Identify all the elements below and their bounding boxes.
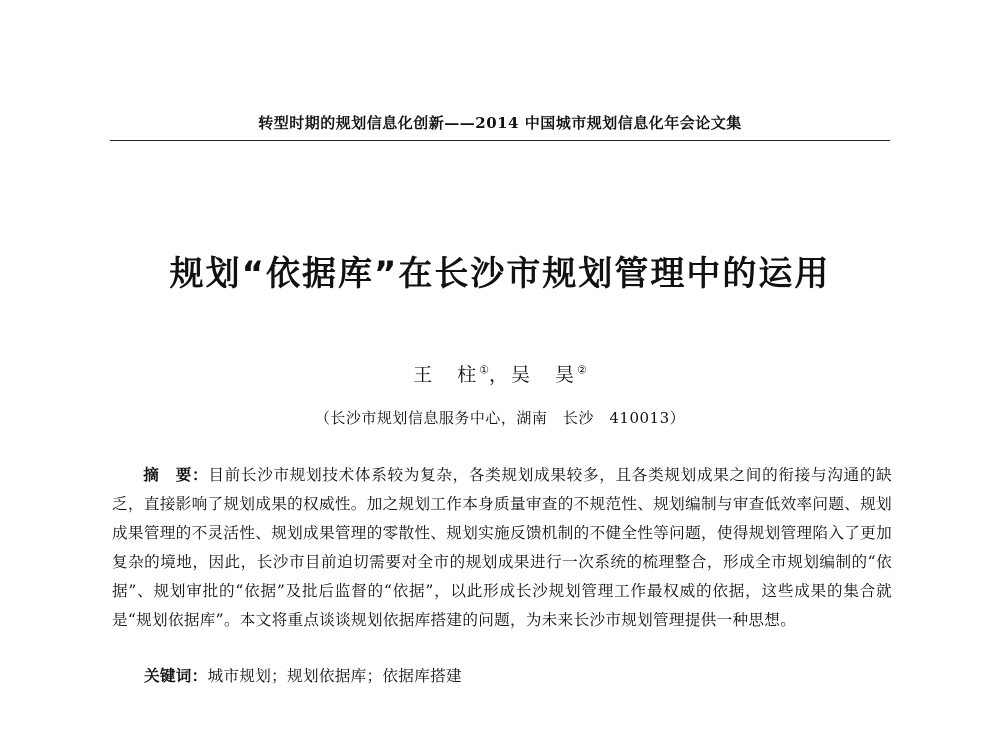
abstract-text: 目前长沙市规划技术体系较为复杂，各类规划成果较多，且各类规划成果之间的衔接与沟通的缺乏，直接影响了规划成果的权威性。加之规划工作本身质量审查的不规范性、规划编制与审查低效率问题、规划成果管理的不灵活性、规划成果管理的零散性、规划实施反馈机制的不健全性等问题，使得规划管理陷入了更加复杂的境地，因此，长沙市目前迫切需要对全市的规划成果进行一次系统的梳理整合，形成全市规划编制的“依据”、规划审批的“依据”及批后监督的“依据”，以此形成长沙规划管理工作最权威的依据，这些成果的集合就是“规划依据库”。本文将重点谈谈规划依据库搭建的问题，为未来长沙市规划管理提供一种思想。 — [112, 466, 892, 629]
author-2: 吴 昊 — [511, 364, 578, 386]
keywords — [144, 664, 884, 686]
keywords-text: 城市规划；规划依据库；依据库搭建 — [207, 667, 462, 685]
affiliation: （长沙市规划信息服务中心，湖南 长沙 410013） — [314, 409, 686, 427]
author-separator: ， — [488, 364, 511, 386]
author-line — [0, 360, 1000, 387]
author-1: 王 柱 — [413, 364, 480, 386]
abstract — [112, 461, 892, 635]
running-header: 转型时期的规划信息化创新——2014 中国城市规划信息化年会论文集 — [258, 114, 742, 132]
keywords-label: 关键词： — [144, 667, 208, 685]
paper-title: 规划“依据库”在长沙市规划管理中的运用 — [169, 254, 831, 294]
abstract-label: 摘 要： — [143, 466, 209, 484]
author-2-note: ② — [577, 363, 587, 377]
header-rule — [110, 140, 890, 141]
author-1-note: ① — [479, 363, 489, 377]
